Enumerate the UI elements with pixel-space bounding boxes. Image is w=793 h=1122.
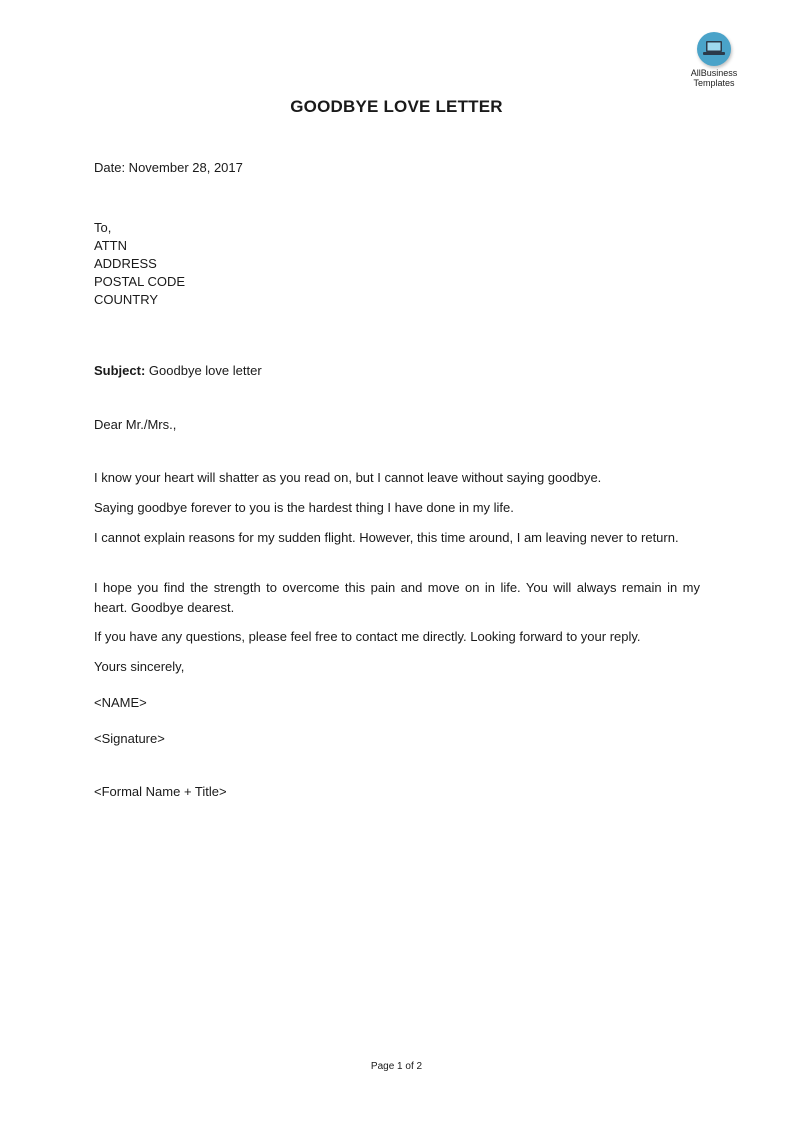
address-line: ADDRESS — [94, 256, 157, 271]
signature-placeholder: <Signature> — [94, 731, 165, 746]
sender-name: <NAME> — [94, 695, 147, 710]
logo-line-1: AllBusiness — [690, 68, 738, 78]
laptop-icon — [697, 32, 731, 66]
address-country: COUNTRY — [94, 292, 159, 307]
paragraph-3: I cannot explain reasons for my sudden flight. However, this time around, I am leaving never to return. — [94, 530, 679, 545]
paragraph-5: If you have any questions, please feel free to contact me directly. Looking forward to your reply. — [94, 629, 641, 644]
paragraph-1: I know your heart will shatter as you read on, but I cannot leave without saying goodbye. — [94, 470, 602, 485]
subject-text: Goodbye love letter — [145, 363, 262, 378]
paragraph-2: Saying goodbye forever to you is the hardest thing I have done in my life. — [94, 500, 514, 515]
salutation: Dear Mr./Mrs., — [94, 417, 177, 432]
page-title: GOODBYE LOVE LETTER — [290, 97, 503, 116]
address-attn: ATTN — [94, 238, 127, 253]
recipient-address — [94, 219, 185, 309]
subject-line — [94, 362, 262, 380]
logo-text — [680, 68, 748, 88]
address-postal-code: POSTAL CODE — [94, 274, 186, 289]
logo-line-2: Templates — [693, 78, 735, 88]
paragraph-4: I hope you find the strength to overcome this pain and move on in life. You will always remain in my heart. Goodbye dearest. — [94, 580, 700, 615]
page-number: Page 1 of 2 — [370, 1061, 423, 1072]
allbusiness-logo — [680, 32, 748, 88]
formal-name-title: <Formal Name + Title> — [94, 784, 227, 799]
closing: Yours sincerely, — [94, 659, 185, 674]
address-to: To, — [94, 220, 112, 235]
subject-label: Subject: — [94, 363, 146, 378]
letter-date: Date: November 28, 2017 — [94, 160, 243, 175]
